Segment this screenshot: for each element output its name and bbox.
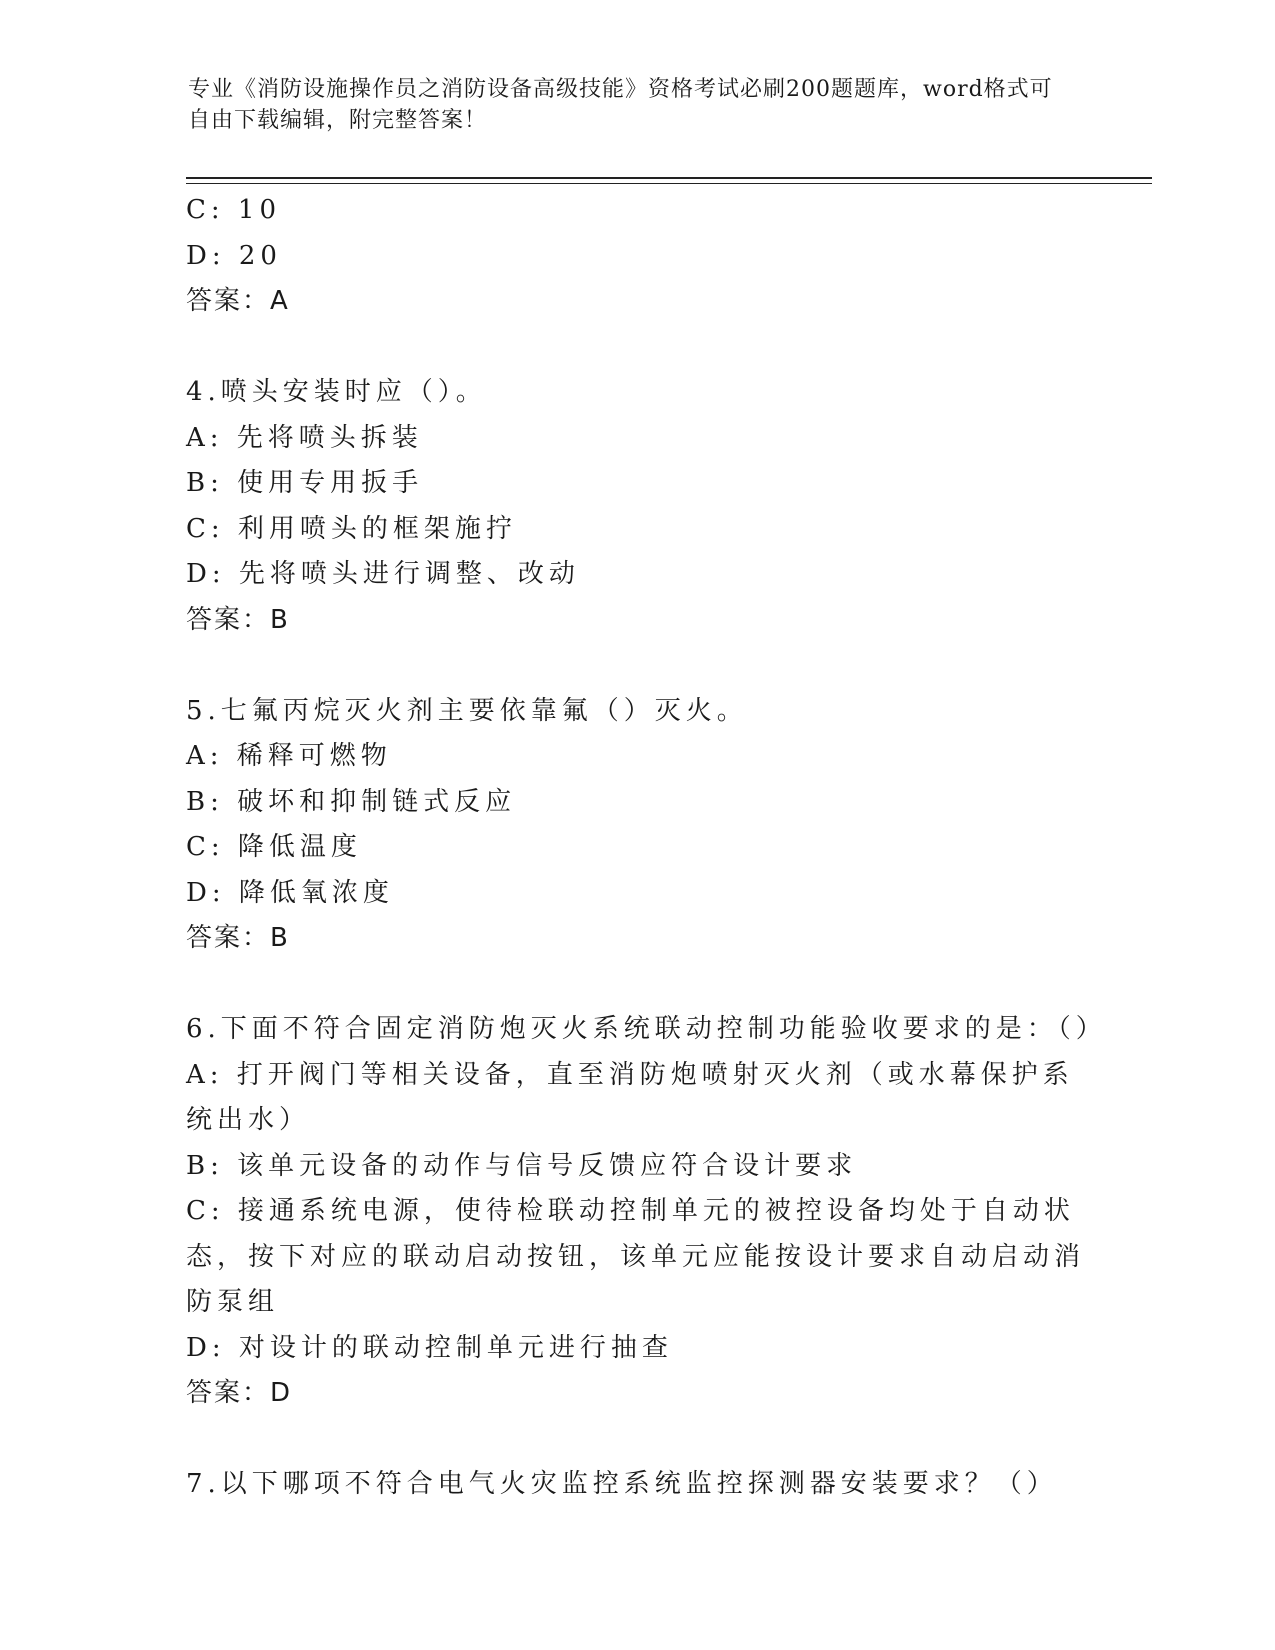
option-a-q5: A: 稀释可燃物: [186, 741, 392, 771]
option-c-q3: C: 10: [186, 195, 282, 225]
question-stem-7: 7.以下哪项不符合电气火灾监控系统监控探测器安装要求？（）: [186, 1469, 1058, 1499]
page-header-title: 专业《消防设施操作员之消防设备高级技能》资格考试必刷200题题库，word格式可自由下载编辑，附完整答案！: [188, 77, 1053, 133]
question-stem-6: 6.下面不符合固定消防炮灭火系统联动控制功能验收要求的是：（）: [186, 1014, 1107, 1044]
answer-q5: 答案：B: [186, 923, 290, 953]
spacer: [186, 643, 1086, 689]
answer-q4: 答案：B: [186, 604, 290, 635]
question-stem-5: 5.七氟丙烷灭火剂主要依靠氟（）灭火。: [186, 695, 748, 726]
spacer: [186, 325, 1086, 371]
option-d-q5: D: 降低氧浓度: [186, 877, 394, 908]
option-b-q6: B: 该单元设备的动作与信号反馈应符合设计要求: [186, 1150, 858, 1181]
option-b-q5: B: 破坏和抑制链式反应: [186, 786, 517, 817]
answer-q3: 答案：A: [186, 286, 290, 316]
option-b-q4: B: 使用专用扳手: [186, 468, 424, 498]
option-d-q6: D: 对设计的联动控制单元进行抽查: [186, 1332, 673, 1363]
option-a-q4: A: 先将喷头拆装: [186, 422, 423, 453]
answer-q6: 答案：D: [186, 1378, 293, 1408]
question-stem-4: 4.喷头安装时应（）。: [186, 377, 487, 407]
spacer: [186, 1417, 1086, 1463]
option-c-q6: C: 接通系统电源，使待检联动控制单元的被控设备均处于自动状态，按下对应的联动启动按钮，该单元应能按设计要求自动启动消防泵组: [186, 1196, 1086, 1317]
header-rule-thick: [186, 177, 1152, 179]
spacer: [186, 962, 1086, 1008]
option-d-q3: D: 20: [186, 240, 282, 271]
option-c-q4: C: 利用喷头的框架施拧: [186, 513, 517, 544]
option-a-q6: A: 打开阀门等相关设备，直至消防炮喷射灭火剂（或水幕保护系统出水）: [186, 1059, 1074, 1135]
option-c-q5: C: 降低温度: [186, 832, 362, 862]
option-d-q4: D: 先将喷头进行调整、改动: [186, 559, 580, 589]
header-rule-thin: [186, 183, 1152, 184]
question-content: [186, 188, 1107, 1508]
